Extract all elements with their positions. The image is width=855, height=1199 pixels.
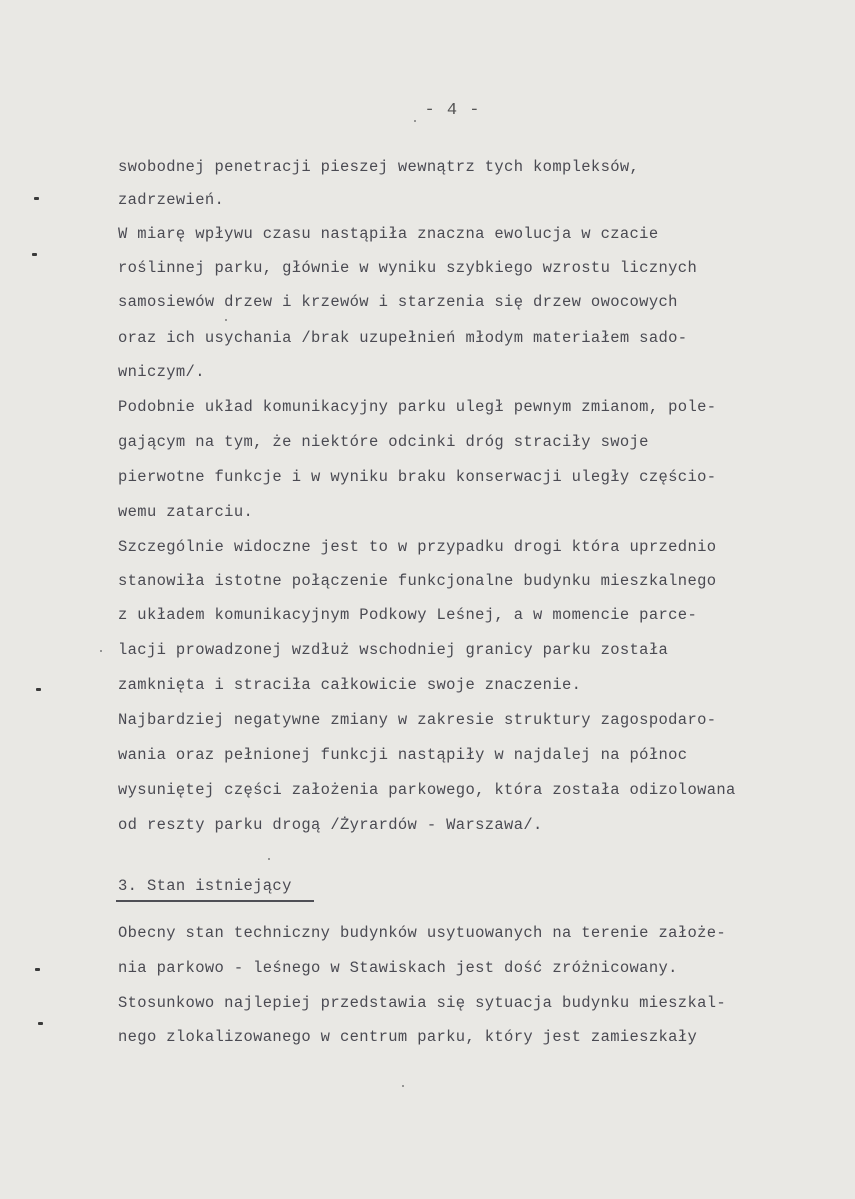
text-line: oraz ich usychania /brak uzupełnień młodym materiałem sado- bbox=[118, 329, 688, 347]
text-line: zadrzewień. bbox=[118, 191, 225, 209]
text-line: lacji prowadzonej wzdłuż wschodniej granicy parku została bbox=[118, 641, 669, 659]
text-line: pierwotne funkcje i w wyniku braku konserwacji uległy częścio- bbox=[118, 468, 717, 486]
text-line: roślinnej parku, głównie w wyniku szybkiego wzrostu licznych bbox=[118, 259, 698, 277]
text-line: wniczym/. bbox=[118, 363, 205, 381]
margin-speck bbox=[34, 197, 39, 200]
margin-speck bbox=[100, 650, 102, 652]
margin-speck bbox=[32, 253, 37, 256]
page-speck bbox=[402, 1085, 404, 1087]
text-line: stanowiła istotne połączenie funkcjonalne budynku mieszkalnego bbox=[118, 572, 717, 590]
text-line: od reszty parku drogą /Żyrardów - Warszawa/. bbox=[118, 816, 543, 834]
heading-underline bbox=[116, 900, 314, 902]
text-line: W miarę wpływu czasu nastąpiła znaczna ewolucja w czacie bbox=[118, 225, 659, 243]
text-line: Najbardziej negatywne zmiany w zakresie struktury zagospodaro- bbox=[118, 711, 717, 729]
text-line: Podobnie układ komunikacyjny parku uległ pewnym zmianom, pole- bbox=[118, 398, 717, 416]
text-line: nego zlokalizowanego w centrum parku, który jest zamieszkały bbox=[118, 1028, 698, 1046]
text-line: nia parkowo - leśnego w Stawiskach jest dość zróżnicowany. bbox=[118, 959, 678, 977]
text-line: gającym na tym, że niektóre odcinki dróg straciły swoje bbox=[118, 433, 649, 451]
text-line: wysuniętej części założenia parkowego, która została odizolowana bbox=[118, 781, 736, 799]
text-line: Stosunkowo najlepiej przedstawia się sytuacja budynku mieszkal- bbox=[118, 994, 727, 1012]
text-line: swobodnej penetracji pieszej wewnątrz tych kompleksów, bbox=[118, 158, 640, 176]
text-line: Obecny stan techniczny budynków usytuowanych na terenie założe- bbox=[118, 924, 727, 942]
page-number: - 4 - bbox=[424, 101, 481, 120]
text-line: wemu zatarciu. bbox=[118, 503, 254, 521]
margin-speck bbox=[36, 688, 41, 691]
text-line: wania oraz pełnionej funkcji nastąpiły w najdalej na północ bbox=[118, 746, 688, 764]
page-speck bbox=[414, 120, 416, 122]
text-line: samosiewów drzew i krzewów i starzenia się drzew owocowych bbox=[118, 293, 678, 311]
section-heading: 3. Stan istniejący bbox=[118, 877, 292, 895]
margin-speck bbox=[38, 1022, 43, 1025]
margin-speck bbox=[35, 968, 40, 971]
text-line: zamknięta i straciła całkowicie swoje znaczenie. bbox=[118, 676, 582, 694]
page-speck bbox=[268, 858, 270, 860]
text-line: Szczególnie widoczne jest to w przypadku drogi która uprzednio bbox=[118, 538, 717, 556]
page-speck bbox=[225, 319, 227, 321]
text-line: z układem komunikacyjnym Podkowy Leśnej, a w momencie parce- bbox=[118, 606, 698, 624]
